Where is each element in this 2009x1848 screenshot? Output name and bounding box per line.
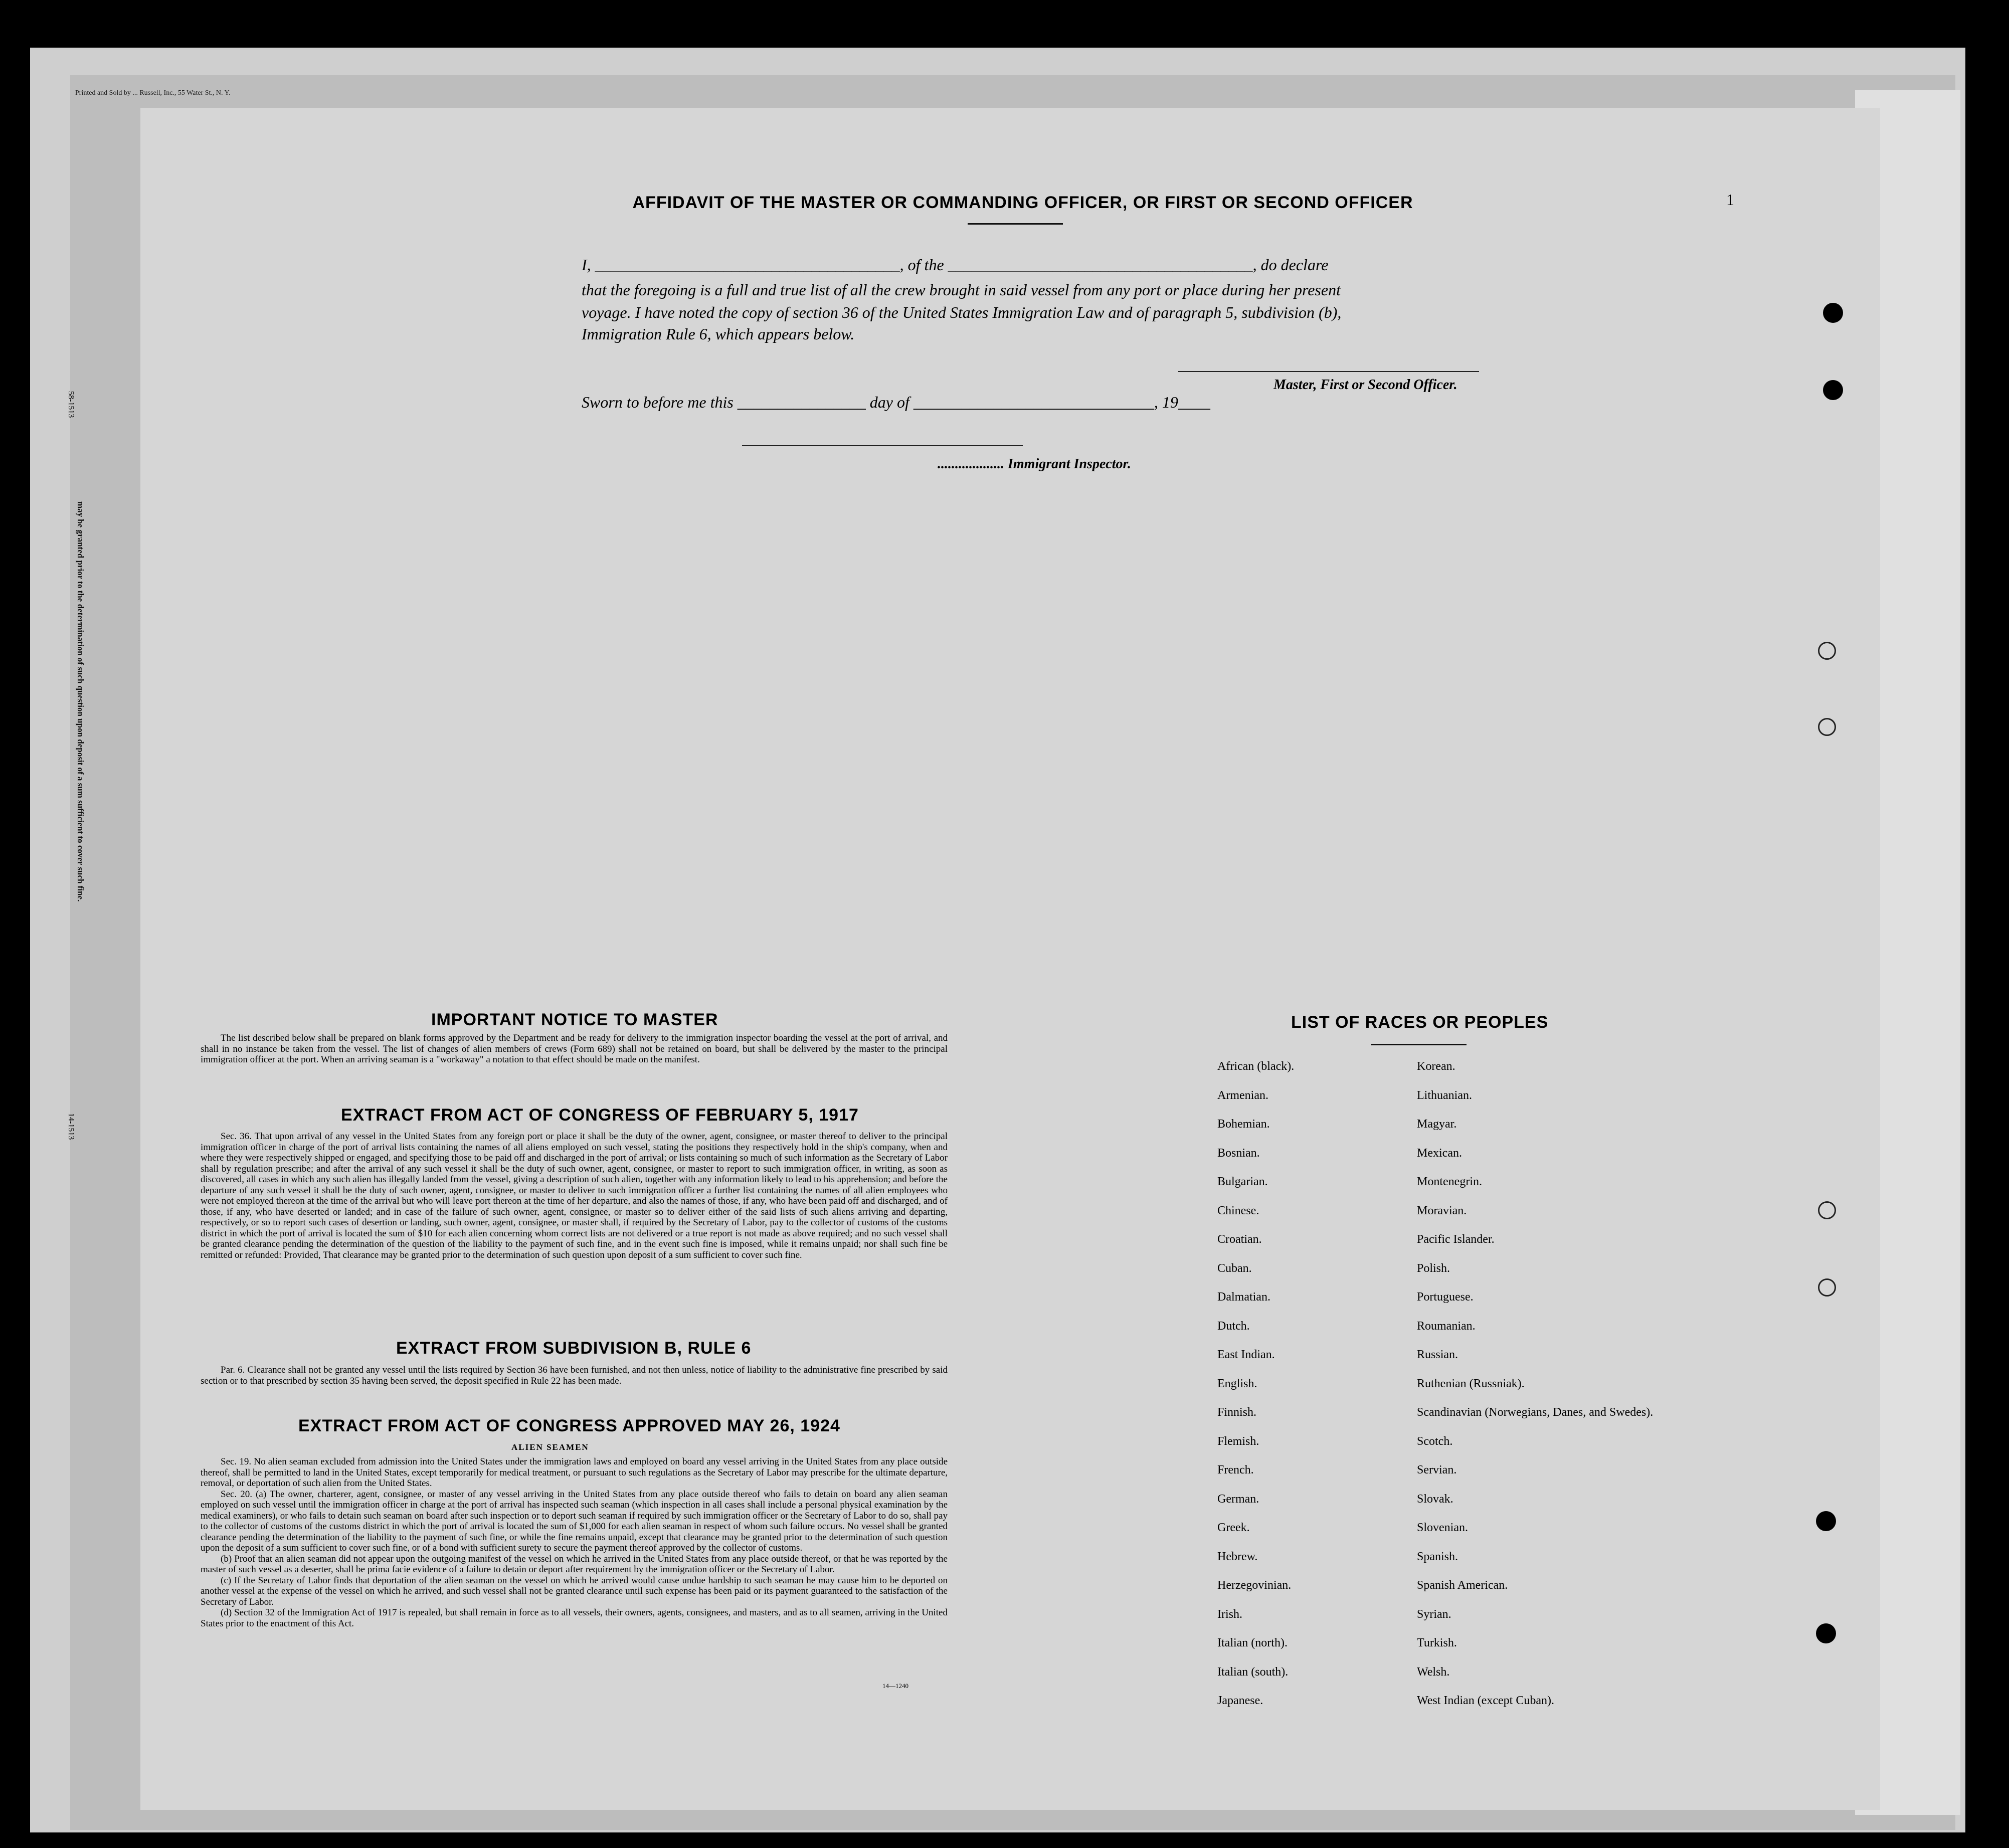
sec-20a-paragraph: Sec. 20. (a) The owner, charterer, agent, consignee, or master of any vessel arriving in the United States from any place outside thereof who fails to detain on board any alien seaman employed on such vessel until the immigration officer in charge at the port of arrival has inspected such seaman (which inspection in all cases shall include a personal physical examination by the medical examiners), or who fails to detain such seaman on board after such inspection or to deport such seaman if required by such immigration officer or the Secretary of Labor to do so, shall pay to the collector of customs of the customs district in which the port of arrival is located the sum of $1,000 for each alien seaman in respect of whom such failure occurs. No vessel shall be granted clearance pending the determination of the liability to the payment of such fine, or while the fine remains unpaid, except that clearance may be granted prior to the determination of such question upon the deposit of a sum sufficient to cover such fine, or of a bond with sufficient surety to secure the payment thereof approved by the collector of customs. (201, 1489, 948, 1553)
race-item: Italian (south). (1217, 1665, 1289, 1679)
race-item: Polish. (1417, 1261, 1450, 1275)
extract-1924-title: EXTRACT FROM ACT OF CONGRESS APPROVED MAY 26, 1924 (298, 1416, 840, 1435)
race-item: German. (1217, 1492, 1259, 1506)
binder-hole (1816, 1623, 1836, 1643)
race-item: Japanese. (1217, 1694, 1263, 1707)
declaration-line: voyage. I have noted the copy of section 36 of the United States Immigration Law and of paragraph 5, subdivision (b), (582, 303, 1342, 321)
side-form-code: 14-1513 (67, 1113, 75, 1140)
title-underline (968, 223, 1063, 225)
race-item: Italian (north). (1217, 1636, 1288, 1649)
race-item: English. (1217, 1377, 1257, 1390)
race-item: African (black). (1217, 1060, 1295, 1073)
signature-line (1178, 371, 1479, 372)
race-item: Montenegrin. (1417, 1175, 1482, 1188)
race-item: Pacific Islander. (1417, 1233, 1495, 1246)
side-text: may be granted prior to the determination of such question upon deposit of a sum sufficient to cover such fine. (76, 501, 85, 902)
race-item: Turkish. (1417, 1636, 1457, 1649)
races-right-column (1417, 1060, 1653, 1724)
binder-hole (1818, 718, 1836, 736)
race-item: Cuban. (1217, 1261, 1252, 1275)
inspector-signature-line (742, 445, 1023, 446)
race-item: Dalmatian. (1217, 1290, 1270, 1304)
race-item: Herzegovinian. (1217, 1579, 1292, 1592)
race-item: Welsh. (1417, 1665, 1450, 1679)
race-item: Armenian. (1217, 1088, 1268, 1102)
race-item: Syrian. (1417, 1607, 1451, 1621)
race-item: Bulgarian. (1217, 1175, 1268, 1188)
page-number: 1 (1726, 191, 1734, 209)
race-item: Roumanian. (1417, 1319, 1476, 1333)
declaration-line: I, ______________________________________, of the ______________________________________, do declare (582, 256, 1329, 274)
alien-seamen-subtitle: ALIEN SEAMEN (511, 1442, 589, 1452)
races-title: LIST OF RACES OR PEOPLES (1291, 1013, 1549, 1032)
declaration-line: Immigration Rule 6, which appears below. (582, 325, 855, 343)
sec-20b-paragraph: (b) Proof that an alien seaman did not appear upon the outgoing manifest of the vessel on which he arrived in the United States from any place outside thereof, or that he was reported by the master of such vessel as a deserter, shall be prima facie evidence of a failure to detain or deport after requirement by the immigration officer or the Secretary of Labor. (201, 1553, 948, 1575)
section-36-paragraph: Sec. 36. That upon arrival of any vessel in the United States from any foreign port or place it shall be the duty of the owner, agent, consignee, or master thereof to deliver to the principal immigration officer in charge of the port of arrival lists containing the names of all aliens employed on such vessel, stating the positions they respectively hold in the ship's company, when and where they were respectively shipped or engaged, and specifying those to be paid off and discharged in the port of arrival; or lists containing so much of such information as the Secretary of Labor shall by regulation prescribe; and after the arrival of any such vessel it shall be the duty of such owner, agent, consignee, or master to report to such immigration officer, in writing, as soon as discovered, all cases in which any such alien has illegally landed from the vessel, giving a description of such alien, together with any information likely to lead to his apprehension; and before the departure of any such vessel it shall be the duty of such owner, agent, consignee, or master to deliver to such immigration officer a further list containing the names of all alien employees who were not employed thereon at the time of the arrival but who will leave port thereon at the time of her departure, and also the names of those, if any, who have been paid off and discharged, and of those, if any, who have deserted or landed; and in case of the failure of such owner, agent, consignee, or master so to deliver either of the said lists of such aliens arriving and departing, respectively, or so to report such cases of desertion or landing, such owner, agent, consignee, or master shall, if required by the Secretary of Labor, pay to the collector of customs of the customs district in which the port of arrival is located the sum of $10 for each alien concerning whom correct lists are not delivered or a true report is not made as above required; and no such vessel shall be granted clearance pending the determination of the question of the liability to the payment of such fine, and in the event such fine is imposed, while it remains unpaid; nor shall such fine be remitted or refunded: Provided, That clearance may be granted prior to the determination of such question upon deposit of a sum sufficient to cover such fine. (201, 1131, 948, 1260)
binder-hole (1818, 642, 1836, 660)
race-item: Spanish. (1417, 1550, 1458, 1563)
race-item: Scandinavian (Norwegians, Danes, and Swedes). (1417, 1406, 1654, 1419)
title-underline (1371, 1044, 1467, 1045)
binder-hole (1818, 1201, 1836, 1219)
extract-rule6-title: EXTRACT FROM SUBDIVISION B, RULE 6 (396, 1339, 752, 1358)
notice-title: IMPORTANT NOTICE TO MASTER (431, 1010, 718, 1029)
notice-paragraph: The list described below shall be prepared on blank forms approved by the Department and be ready for delivery to the immigration inspector boarding the vessel at the port of arrival, and shall in no instance be taken from the vessel. The list of changes of alien members of crews (Form 689) shall not be retained on board, but shall be delivered by the master to the principal immigration officer at the port. When an arriving seaman is a "workaway" a notation to that effect should be made on the manifest. (201, 1033, 948, 1065)
extract-rule6-body (201, 1365, 948, 1386)
binder-hole (1823, 380, 1843, 400)
affidavit-title: AFFIDAVIT OF THE MASTER OR COMMANDING OFFICER, OR FIRST OR SECOND OFFICER (632, 193, 1413, 212)
race-item: Ruthenian (Russniak). (1417, 1377, 1525, 1390)
race-item: Croatian. (1217, 1233, 1262, 1246)
race-item: Spanish American. (1417, 1579, 1508, 1592)
form-code: 14—1240 (882, 1682, 908, 1690)
race-item: Bohemian. (1217, 1118, 1270, 1131)
race-item: Scotch. (1417, 1434, 1453, 1448)
race-item: Chinese. (1217, 1204, 1259, 1217)
binder-hole (1818, 1278, 1836, 1297)
extract-1917-body (201, 1131, 948, 1260)
race-item: Greek. (1217, 1521, 1250, 1534)
race-item: French. (1217, 1463, 1254, 1476)
printer-imprint: Printed and Sold by ... Russell, Inc., 55 Water St., N. Y. (75, 89, 231, 97)
race-item: Slovak. (1417, 1492, 1453, 1506)
race-item: Irish. (1217, 1607, 1242, 1621)
race-item: Russian. (1417, 1348, 1458, 1361)
notice-body (201, 1033, 948, 1065)
sec-19-paragraph: Sec. 19. No alien seaman excluded from admission into the United States under the immigration laws and employed on board any vessel arriving in the United States from any place outside thereof, shall be permitted to land in the United States, except temporarily for medical treatment, or pursuant to such regulations as the Secretary of Labor may prescribe for the ultimate departure, removal, or deportation of such alien from the United States. (201, 1456, 948, 1489)
extract-1917-title: EXTRACT FROM ACT OF CONGRESS OF FEBRUARY 5, 1917 (341, 1105, 859, 1125)
master-signature-label: Master, First or Second Officer. (1273, 377, 1457, 393)
sec-20d-paragraph: (d) Section 32 of the Immigration Act of 1917 is repealed, but shall remain in force as to all vessels, their owners, agents, consignees, and masters, and as to all seamen, arriving in the United States prior to the enactment of this Act. (201, 1607, 948, 1629)
race-item: Portuguese. (1417, 1290, 1474, 1304)
declaration-line: that the foregoing is a full and true list of all the crew brought in said vessel from any port or place during her present (582, 281, 1341, 299)
race-item: Lithuanian. (1417, 1088, 1472, 1102)
race-item: Magyar. (1417, 1118, 1457, 1131)
race-item: Dutch. (1217, 1319, 1250, 1333)
race-item: East Indian. (1217, 1348, 1275, 1361)
race-item: Hebrew. (1217, 1550, 1258, 1563)
rule6-paragraph: Par. 6. Clearance shall not be granted any vessel until the lists required by Section 36 have been furnished, and not then unless, notice of liability to the administrative fine prescribed by said section or to that prescribed by section 35 having been served, the deposit specified in Rule 22 has been made. (201, 1365, 948, 1386)
race-item: Finnish. (1217, 1406, 1257, 1419)
extract-1924-body (201, 1456, 948, 1629)
sworn-statement: Sworn to before me this ________________ day of ______________________________, 19____ (582, 393, 1210, 411)
race-item: Bosnian. (1217, 1146, 1260, 1160)
inspector-label: ................... Immigrant Inspector. (938, 456, 1131, 472)
race-item: Servian. (1417, 1463, 1457, 1476)
race-item: Moravian. (1417, 1204, 1467, 1217)
binder-hole (1816, 1511, 1836, 1531)
side-form-code: 58-1513 (67, 391, 75, 418)
race-item: West Indian (except Cuban). (1417, 1694, 1554, 1707)
race-item: Korean. (1417, 1060, 1455, 1073)
sec-20c-paragraph: (c) If the Secretary of Labor finds that deportation of the alien seaman on the vessel on which he arrived would cause undue hardship to such seaman he may cause him to be deported on another vessel at the expense of the vessel on which he arrived, and such vessel shall not be granted clearance until such expense has been paid or its payment guaranteed to the satisfaction of the Secretary of Labor. (201, 1575, 948, 1607)
binder-hole (1823, 303, 1843, 323)
races-left-column (1217, 1060, 1294, 1724)
race-item: Slovenian. (1417, 1521, 1468, 1534)
race-item: Mexican. (1417, 1146, 1462, 1160)
race-item: Flemish. (1217, 1434, 1259, 1448)
